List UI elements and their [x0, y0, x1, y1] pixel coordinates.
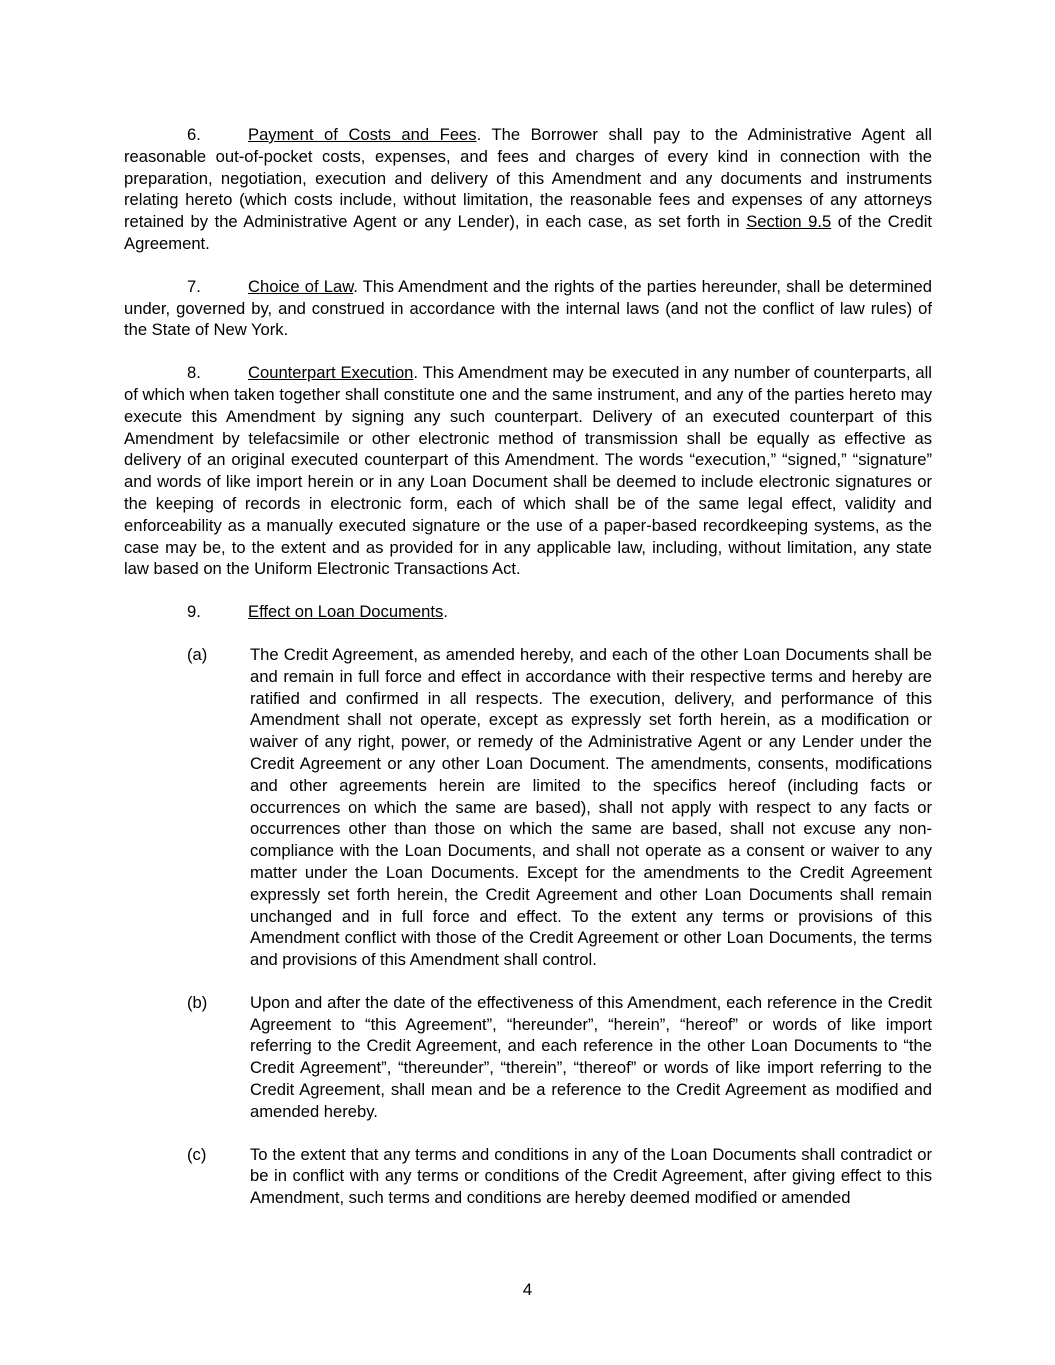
section-heading: Payment of Costs and Fees: [248, 125, 477, 144]
section-number: 6.: [187, 125, 201, 144]
section-heading-suffix: .: [443, 602, 448, 622]
subsection-label: (c): [187, 1144, 207, 1164]
section-text: . This Amendment and the rights of the parties hereunder, shall be determined under, governed by, and construed in accordance with the internal laws (and not the conflict of law rules) of the State of New York.: [124, 276, 932, 340]
subsection-text: The Credit Agreement, as amended hereby, and each of the other Loan Documents shall be and remain in full force and effect in accordance with their respective terms and hereby are ratified and confirmed in all respects. The execution, delivery, and performance of this Amendment shall not operate, except as expressly set forth herein, as a modification or waiver of any right, power, or remedy of the Administrative Agent or any Lender under the Credit Agreement or any other Loan Document. The amendments, consents, modifications and other agreements herein are limited to the specifics hereof (including facts or occurrences on which the same are based), shall not apply with respect to any facts or occurrences other than those on which the same are based, shall not excuse any non-compliance with the Loan Documents, and shall not operate as a consent or waiver to any matter under the Loan Documents. Except for the amendments to the Credit Agreement expressly set forth herein, the Credit Agreement and other Loan Documents shall remain unchanged and in full force and effect. To the extent any terms or provisions of this Amendment conflict with those of the Credit Agreement or other Loan Documents, the terms and provisions of this Amendment shall control.: [250, 644, 932, 970]
section-text-end: of the Credit Agreement.: [124, 212, 932, 253]
subsection-a: [124, 644, 932, 971]
section-number: 9.: [187, 602, 201, 622]
section-number: 8.: [187, 363, 201, 383]
section-text: . The Borrower shall pay to the Administrative Agent all reasonable out-of-pocket costs, expenses, and fees and charges of every kind in connection with the preparation, negotiation, execution and delivery of this Amendment and any documents and instruments relating hereto (which costs include, without limitation, the reasonable fees and expenses of any attorneys retained by the Administrative Agent or any Lender), in each case, as set forth in: [124, 125, 932, 232]
document-page: [124, 124, 932, 1230]
subsection-b: [124, 992, 932, 1123]
section-heading: Choice of Law: [248, 276, 354, 296]
cross-reference: Section 9.5: [746, 212, 832, 232]
section-number: 7.: [187, 276, 201, 296]
subsection-label: (a): [187, 644, 208, 664]
section-9: [124, 601, 932, 623]
page-number: 4: [522, 1280, 533, 1299]
subsection-label: (b): [187, 992, 208, 1012]
section-heading: Effect on Loan Documents: [248, 602, 444, 622]
section-text: . This Amendment may be executed in any number of counterparts, all of which when taken together shall constitute one and the same instrument, and any of the parties hereto may execute this Amendment by signing any such counterpart. Delivery of an executed counterpart of this Amendment by telefacsimile or other electronic method of transmission shall be equally as effective as delivery of an original executed counterpart of this Amendment. The words “execution,” “signed,” “signature” and words of like import herein or in any Loan Document shall be deemed to include electronic signatures or the keeping of records in electronic form, each of which shall be of the same legal effect, validity and enforceability as a manually executed signature or the use of a paper-based recordkeeping systems, as the case may be, to the extent and as provided for in any applicable law, including, without limitation, any state law based on the Uniform Electronic Transactions Act.: [124, 363, 932, 579]
subsection-text: To the extent that any terms and conditions in any of the Loan Documents shall contradict or be in conflict with any terms or conditions of the Credit Agreement, after giving effect to this Amendment, such terms and conditions are hereby deemed modified or amended: [250, 1144, 932, 1208]
subsection-c: [124, 1144, 932, 1209]
subsection-text: Upon and after the date of the effectiveness of this Amendment, each reference in the Credit Agreement to “this Agreement”, “hereunder”, “herein”, “hereof” or words of like import referring to the Credit Agreement, and each reference in the other Loan Documents to “the Credit Agreement”, “thereunder”, “therein”, “thereof” or words of like import referring to the Credit Agreement, shall mean and be a reference to the Credit Agreement as modified and amended hereby.: [250, 992, 932, 1121]
section-6: [124, 124, 932, 255]
section-7: [124, 276, 932, 341]
section-8: [124, 362, 932, 580]
section-heading: Counterpart Execution: [248, 363, 414, 383]
